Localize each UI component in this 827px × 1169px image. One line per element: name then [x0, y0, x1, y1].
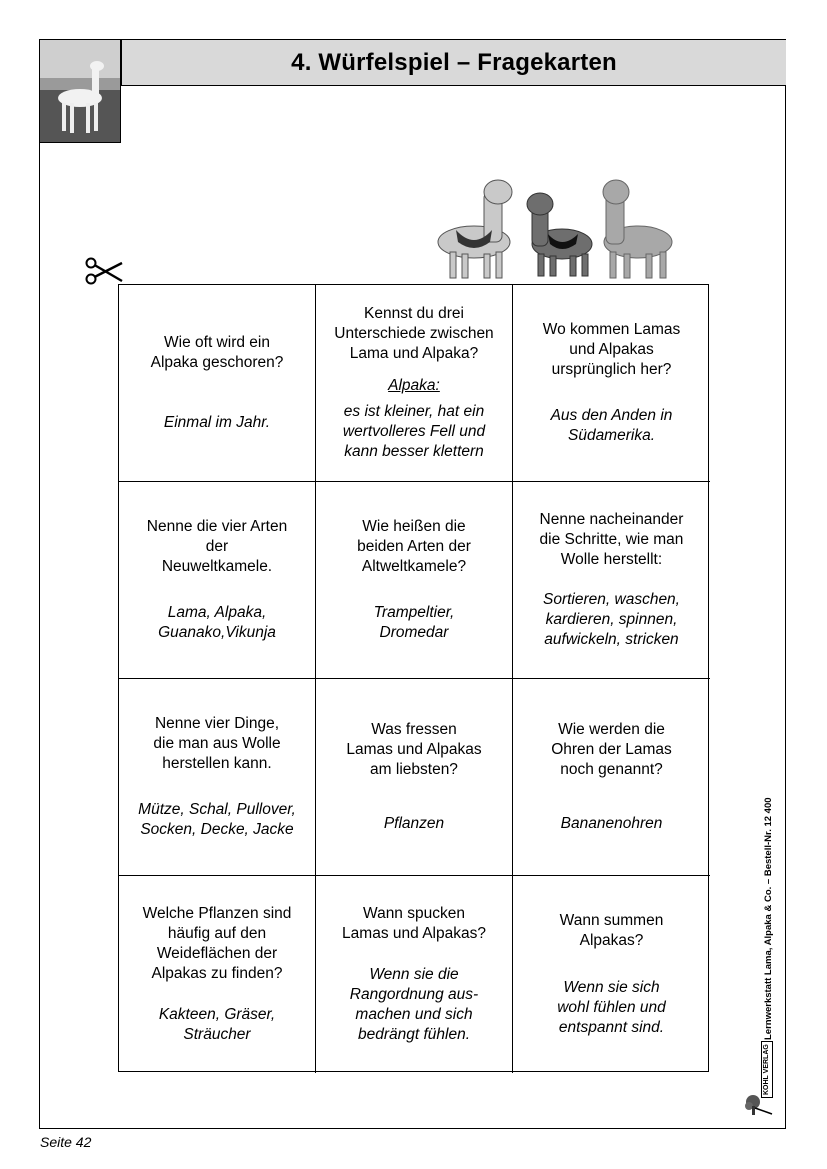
card-answer: Trampeltier, Dromedar: [373, 604, 455, 642]
alpacas-illustration: [432, 172, 682, 284]
publisher-tree-icon: [744, 1092, 774, 1116]
question-card: [119, 482, 316, 679]
card-answer: Wenn sie sich wohl fühlen und entspannt sind.: [557, 979, 666, 1036]
question-card: [513, 482, 710, 679]
card-answer: Einmal im Jahr.: [163, 414, 271, 431]
question-card: [513, 285, 710, 482]
card-answer: Aus den Anden in Südamerika.: [550, 407, 673, 445]
publisher-label: [761, 1044, 773, 1098]
card-question: Wann summen Alpakas?: [559, 912, 664, 949]
question-card: [316, 679, 513, 876]
card-question: Nenne vier Dinge, die man aus Wolle herstellen kann.: [153, 714, 281, 772]
card-answer: Lama, Alpaka, Guanako,Vikunja: [158, 604, 276, 642]
card-question: Wie heißen die beiden Arten der Altweltkamele?: [357, 517, 471, 575]
card-question: Was fressen Lamas und Alpakas am liebsten?: [346, 721, 482, 779]
card-question: Wo kommen Lamas und Alpakas ursprünglich her?: [542, 320, 681, 378]
question-card: [316, 482, 513, 679]
order-number-text: Lernwerkstatt Lama, Alpaka & Co. – Bestell-Nr. 12 400: [763, 797, 774, 1040]
card-answer: Sortieren, waschen, kardieren, spinnen, aufwickeln, stricken: [543, 591, 680, 648]
page-title: 4. Würfelspiel – Fragekarten: [291, 48, 617, 76]
card-answer: es ist kleiner, hat ein wertvolleres Fell und kann besser klettern: [342, 402, 486, 460]
card-answer: Kakteen, Gräser, Sträucher: [158, 1005, 276, 1043]
publisher-text: KOHL VERLAG: [761, 1041, 773, 1098]
card-answer: Mütze, Schal, Pullover, Socken, Decke, Jacke: [138, 801, 296, 839]
llama-photo: [40, 40, 121, 143]
card-question: Wie oft wird ein Alpaka geschoren?: [150, 334, 284, 371]
card-question: Wie werden die Ohren der Lamas noch genannt?: [551, 721, 672, 779]
page-number: Seite 42: [40, 1134, 92, 1150]
question-card: [119, 876, 316, 1073]
question-card: [316, 876, 513, 1073]
card-question: Nenne die vier Arten der Neuweltkamele.: [146, 517, 288, 575]
question-card-grid: [118, 284, 709, 1072]
question-card: [119, 285, 316, 482]
question-card: [513, 679, 710, 876]
question-card: [513, 876, 710, 1073]
card-question: Wann spucken Lamas und Alpakas?: [342, 905, 486, 943]
question-card: [316, 285, 513, 482]
title-bar: [121, 40, 786, 86]
card-question: Kennst du drei Unterschiede zwischen Lama und Alpaka?: [334, 305, 494, 363]
card-answer-label: Alpaka:: [388, 376, 440, 394]
card-question: Nenne nacheinander die Schritte, wie man Wolle herstellt:: [539, 511, 684, 568]
question-card: [119, 679, 316, 876]
card-question: Welche Pflanzen sind häufig auf den Weideflächen der Alpakas zu finden?: [142, 905, 292, 983]
card-answer: Wenn sie die Rangordnung aus- machen und sich bedrängt fühlen.: [349, 965, 479, 1043]
card-answer: Pflanzen: [383, 814, 445, 832]
card-answer: Bananenohren: [560, 814, 663, 832]
